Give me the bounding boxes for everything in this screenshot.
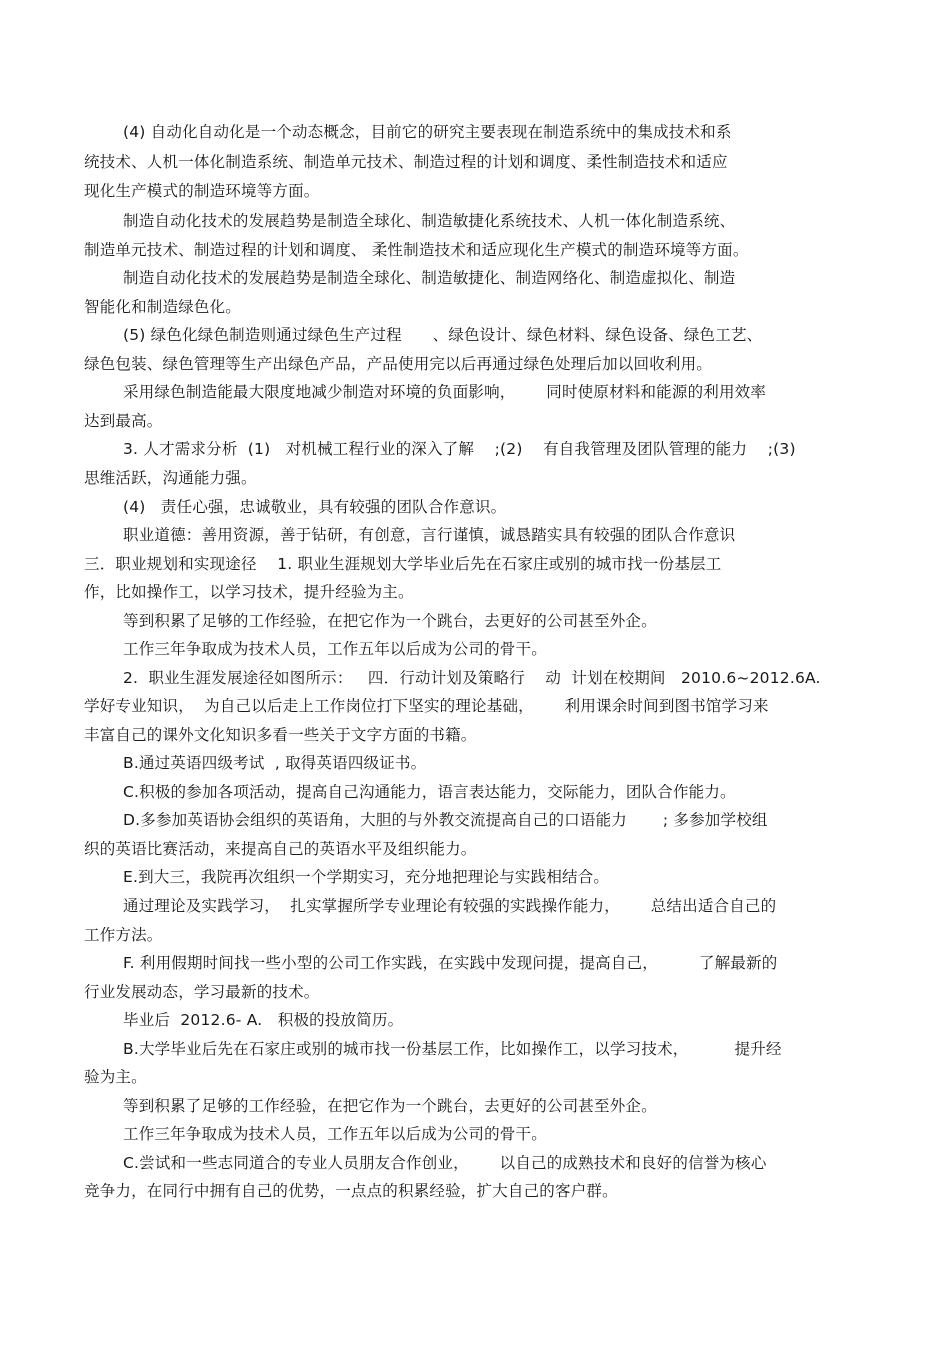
text-line: 三．职业规划和实现途径 1. 职业生涯规划大学毕业后先在石家庄或别的城市找一份基层工 <box>84 555 722 573</box>
text-line: 制造单元技术、制造过程的计划和调度、 柔性制造技术和适应现化生产模式的制造环境等方面。 <box>84 241 749 259</box>
text-line: B.通过英语四级考试 , 取得英语四级证书。 <box>123 754 427 772</box>
text-line: 等到积累了足够的工作经验，在把它作为一个跳台，去更好的公司甚至外企。 <box>123 1097 657 1115</box>
text-line: 等到积累了足够的工作经验，在把它作为一个跳台，去更好的公司甚至外企。 <box>123 612 657 630</box>
text-line: 竞争力，在同行中拥有自己的优势，一点点的积累经验，扩大自己的客户群。 <box>84 1182 618 1200</box>
text-line: 统技术、人机一体化制造系统、制造单元技术、制造过程的计划和调度、柔性制造技术和适应 <box>84 153 728 171</box>
text-line: 织的英语比赛活动，来提高自己的英语水平及组织能力。 <box>84 840 477 858</box>
text-line: (4) 自动化自动化是一个动态概念，目前它的研究主要表现在制造系统中的集成技术和系 <box>123 123 732 141</box>
text-line: C.尝试和一些志同道合的专业人员朋友合作创业， 以自己的成熟技术和良好的信誉为核心 <box>123 1154 767 1172</box>
text-line: 制造自动化技术的发展趋势是制造全球化、制造敏捷化、制造网络化、制造虚拟化、制造 <box>123 269 736 287</box>
text-line: 毕业后 2012.6- A. 积极的投放简历。 <box>123 1011 404 1029</box>
text-line: 智能化和制造绿色化。 <box>84 298 242 316</box>
text-line: 2. 职业生涯发展途径如图所示： 四．行动计划及策略行 动 计划在校期间 2010.6~2012.6A. <box>123 669 821 687</box>
text-line: 丰富自己的课外文化知识多看一些关于文字方面的书籍。 <box>84 726 477 744</box>
text-line: 采用绿色制造能最大限度地减少制造对环境的负面影响， 同时使原材料和能源的利用效率 <box>123 383 767 401</box>
text-line: 3. 人才需求分析 (1) 对机械工程行业的深入了解 ;(2) 有自我管理及团队管理的能力 ;(3) <box>123 440 796 458</box>
text-line: F. 利用假期时间找一些小型的公司工作实践，在实践中发现问提，提高自己， 了解最新的 <box>123 954 778 972</box>
text-line: 验为主。 <box>84 1068 147 1086</box>
text-line: (5) 绿色化绿色制造则通过绿色生产过程 、绿色设计、绿色材料、绿色设备、绿色工艺、 <box>123 326 763 344</box>
text-line: 工作三年争取成为技术人员，工作五年以后成为公司的骨干。 <box>123 1125 547 1143</box>
text-line: (4) 责任心强，忠诚敬业，具有较强的团队合作意识。 <box>123 498 507 516</box>
text-line: 思维活跃，沟通能力强。 <box>84 469 257 487</box>
text-line: D.多参加英语协会组织的英语角，大胆的与外教交流提高自己的口语能力 ; 多参加学校组 <box>123 811 768 829</box>
text-line: 工作方法。 <box>84 926 163 944</box>
text-line: 职业道德：善用资源，善于钻研，有创意，言行谨慎，诚恳踏实具有较强的团队合作意识 <box>123 526 736 544</box>
text-line: 现化生产模式的制造环境等方面。 <box>84 182 320 200</box>
text-line: 制造自动化技术的发展趋势是制造全球化、制造敏捷化系统技术、人机一体化制造系统、 <box>123 212 736 230</box>
text-line: 作，比如操作工，以学习技术，提升经验为主。 <box>84 583 414 601</box>
text-line: 工作三年争取成为技术人员，工作五年以后成为公司的骨干。 <box>123 640 547 658</box>
text-line: E.到大三，我院再次组织一个学期实习，充分地把理论与实践相结合。 <box>123 868 610 886</box>
text-line: 通过理论及实践学习， 扎实掌握所学专业理论有较强的实践操作能力， 总结出适合自己的 <box>123 897 777 915</box>
text-line: 行业发展动态，学习最新的技术。 <box>84 983 320 1001</box>
text-line: B.大学毕业后先在石家庄或别的城市找一份基层工作，比如操作工，以学习技术， 提升经 <box>123 1040 782 1058</box>
text-line: 学好专业知识， 为自己以后走上工作岗位打下坚实的理论基础， 利用课余时间到图书馆学习来 <box>84 697 769 715</box>
text-line: C.积极的参加各项活动，提高自己沟通能力，语言表达能力，交际能力，团队合作能力。 <box>123 783 736 801</box>
text-line: 达到最高。 <box>84 412 163 430</box>
text-line: 绿色包装、绿色管理等生产出绿色产品，产品使用完以后再通过绿色处理后加以回收利用。 <box>84 355 713 373</box>
